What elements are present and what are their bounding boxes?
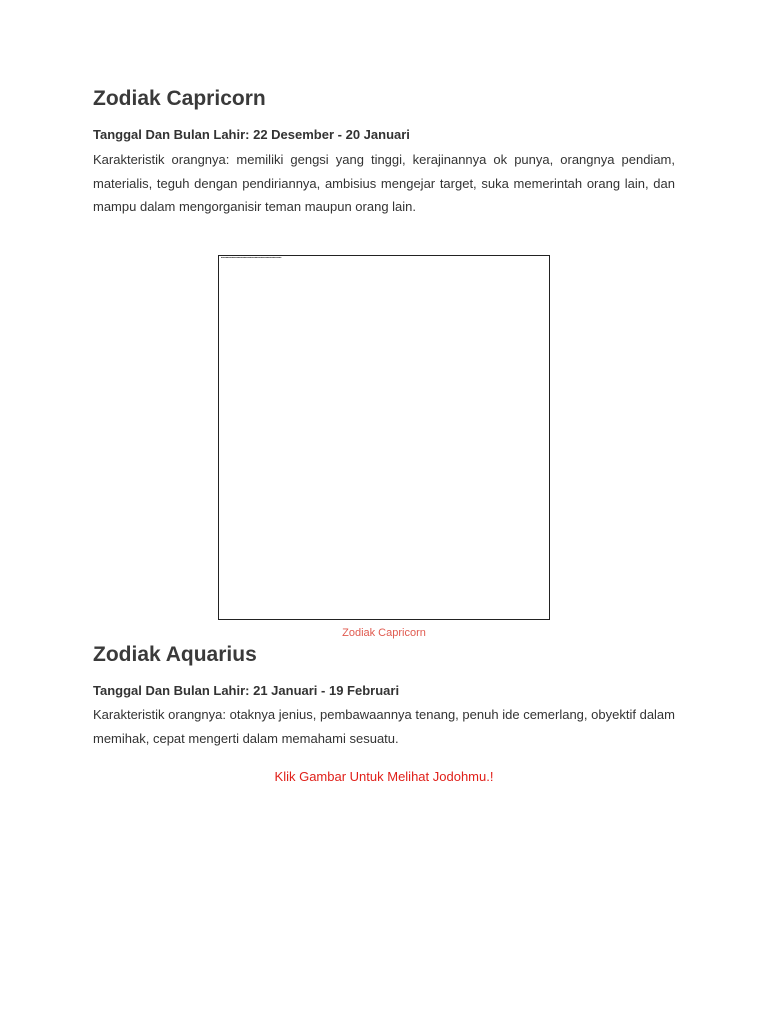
section-title-capricorn: Zodiak Capricorn xyxy=(93,87,266,110)
section-title-aquarius: Zodiak Aquarius xyxy=(93,643,257,666)
birth-date-aquarius: Tanggal Dan Bulan Lahir: 21 Januari - 19 Februari xyxy=(93,683,400,698)
description-capricorn: Karakteristik orangnya: memiliki gengsi yang tinggi, kerajinannya ok punya, orangnya pendiam, materialis, teguh dengan pendiriannya, ambisius mengejar target, suka memerintah orang lain, dan mampu dalam mengorganisir teman maupun orang lain. xyxy=(93,152,675,214)
zodiac-image-capricorn[interactable] xyxy=(218,255,550,620)
birth-date-capricorn: Tanggal Dan Bulan Lahir: 22 Desember - 20 Januari xyxy=(93,127,410,142)
image-placeholder-text: ■■■■■■■■■■■■■■■■■■■■■■■■■■■■■■■■■■■■■■■■■■■■■■■■■■ xyxy=(221,257,282,259)
description-aquarius: Karakteristik orangnya: otaknya jenius, pembawaannya tenang, penuh ide cemerlang, obyektif dalam memihak, cepat mengerti dalam memahami sesuatu. xyxy=(93,707,675,746)
image-caption-capricorn: Zodiak Capricorn xyxy=(342,627,426,639)
view-match-link[interactable]: Klik Gambar Untuk Melihat Jodohmu.! xyxy=(274,769,494,784)
